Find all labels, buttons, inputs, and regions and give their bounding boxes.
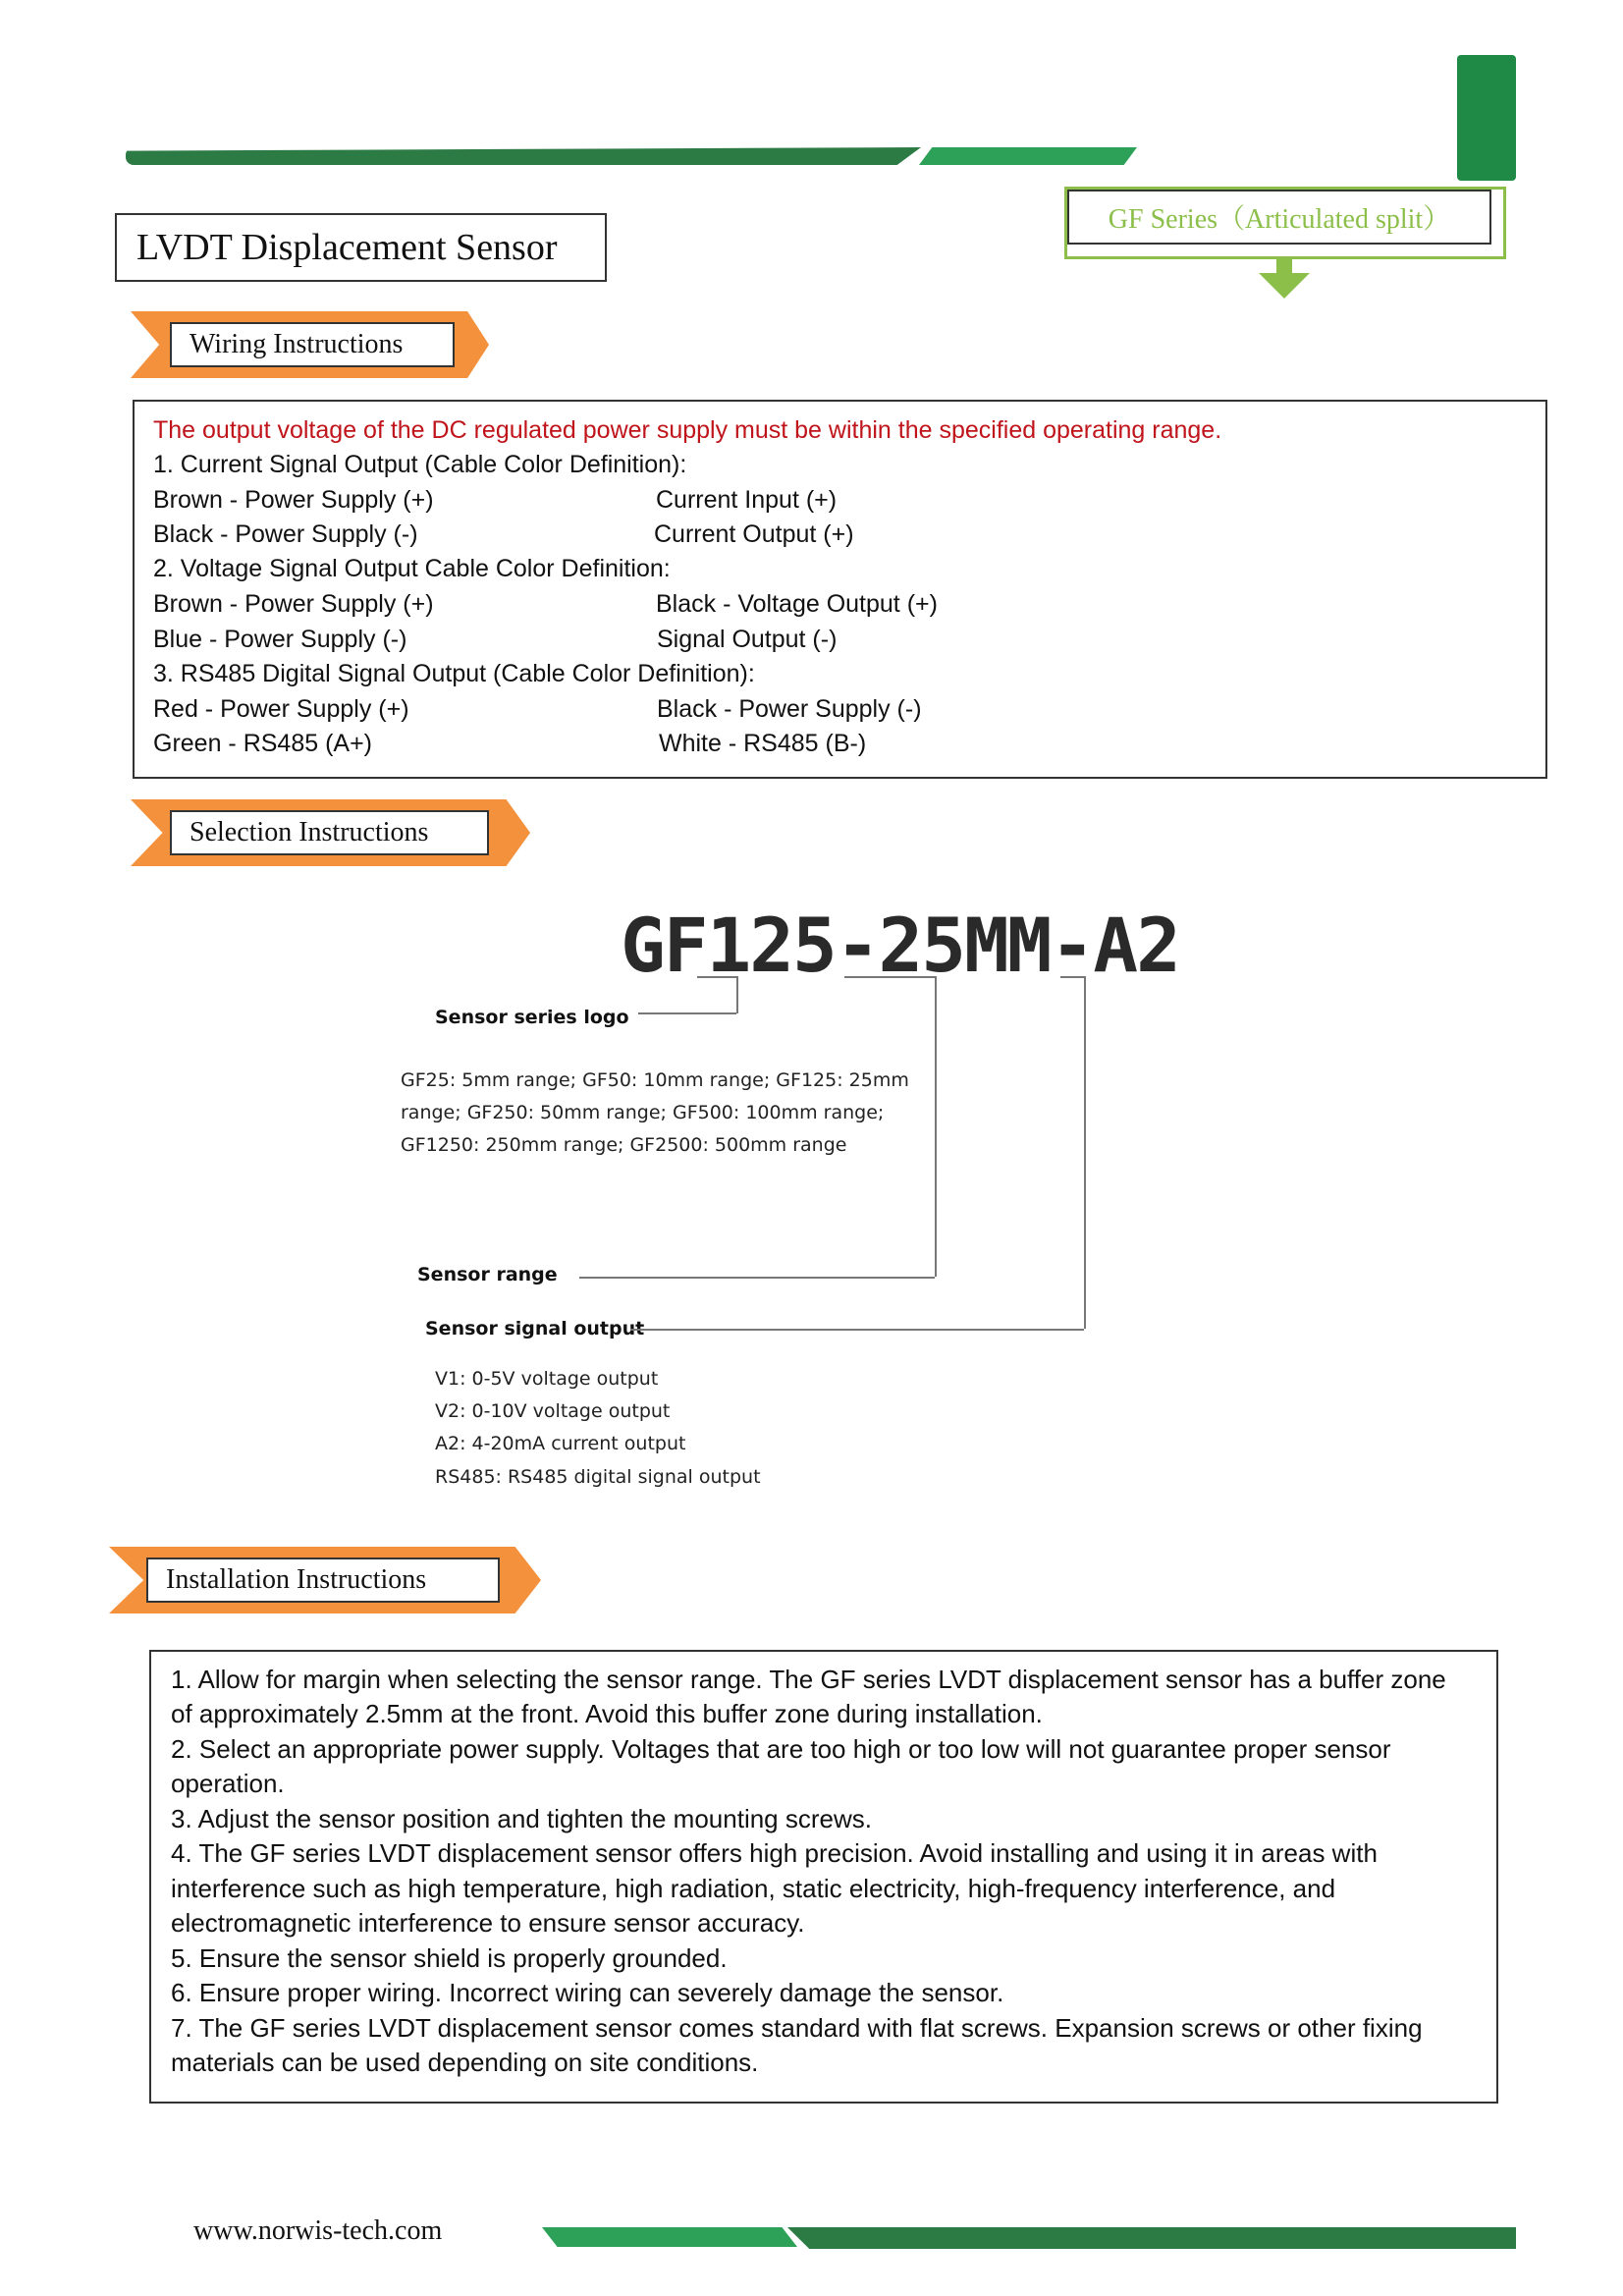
ranges-line-3: GF1250: 250mm range; GF2500: 500mm range [401, 1134, 847, 1156]
series-logo-connector-bar [697, 976, 736, 978]
footer-bar-light [542, 2227, 797, 2247]
current-row-2-left: Black - Power Supply (-) [153, 520, 418, 548]
install-line-4: operation. [171, 1769, 285, 1798]
rs485-row-1-left: Red - Power Supply (+) [153, 695, 409, 723]
voltage-row-2-right: Signal Output (-) [657, 626, 838, 653]
rs485-heading: 3. RS485 Digital Signal Output (Cable Color Definition): [153, 660, 755, 687]
section-label-installation: Installation Instructions [146, 1558, 500, 1603]
install-line-5: 3. Adjust the sensor position and tighten the mounting screws. [171, 1804, 872, 1833]
series-logo-label: Sensor series logo [435, 1007, 629, 1028]
wiring-box [133, 400, 1547, 779]
section-tag-selection [131, 799, 530, 866]
install-line-10: 6. Ensure proper wiring. Incorrect wiring can severely damage the sensor. [171, 1978, 1004, 2007]
signal-label: Sensor signal output [425, 1318, 645, 1339]
ranges-line-2: range; GF250: 50mm range; GF500: 100mm range; [401, 1102, 885, 1123]
install-line-8: electromagnetic interference to ensure sensor accuracy. [171, 1908, 805, 1938]
header-bar-dark [126, 147, 921, 165]
range-connector [579, 1277, 935, 1279]
signal-connector-bar [1060, 976, 1084, 978]
install-line-7: interference such as high temperature, high radiation, static electricity, high-frequency interference, and [171, 1874, 1336, 1903]
current-row-1-right: Current Input (+) [656, 486, 838, 514]
footer-bar-dark [787, 2227, 1516, 2249]
output-a2: A2: 4-20mA current output [435, 1433, 686, 1454]
series-logo-connector-up [736, 976, 738, 1013]
install-line-2: of approximately 2.5mm at the front. Avoid this buffer zone during installation. [171, 1699, 1043, 1728]
series-logo-connector [638, 1012, 736, 1014]
header-green-block [1457, 55, 1516, 181]
signal-connector-up [1084, 976, 1086, 1329]
current-row-1-left: Brown - Power Supply (+) [153, 486, 434, 514]
doc-title: LVDT Displacement Sensor [115, 213, 607, 282]
rs485-row-2-left: Green - RS485 (A+) [153, 730, 373, 757]
range-connector-up [935, 976, 937, 1277]
series-box [1064, 187, 1506, 259]
voltage-row-1-right: Black - Voltage Output (+) [656, 590, 938, 618]
model-code: GF125-25MM-A2 [621, 902, 1179, 989]
current-heading: 1. Current Signal Output (Cable Color Definition): [153, 451, 687, 478]
install-line-11: 7. The GF series LVDT displacement sensor comes standard with flat screws. Expansion screws or other fixing [171, 2013, 1423, 2043]
range-label: Sensor range [417, 1264, 558, 1285]
voltage-row-1-left: Brown - Power Supply (+) [153, 590, 434, 618]
signal-connector [630, 1329, 1084, 1331]
power-warning: The output voltage of the DC regulated power supply must be within the specified operating range. [153, 416, 1222, 444]
ranges-line-1: GF25: 5mm range; GF50: 10mm range; GF125: 25mm [401, 1069, 909, 1091]
header-bar-light [919, 147, 1137, 165]
install-line-1: 1. Allow for margin when selecting the sensor range. The GF series LVDT displacement sensor has a buffer zone [171, 1665, 1446, 1694]
down-arrow-icon [1259, 259, 1310, 299]
series-label: GF Series（Articulated split） [1067, 190, 1491, 245]
voltage-heading: 2. Voltage Signal Output Cable Color Definition: [153, 555, 671, 582]
install-line-9: 5. Ensure the sensor shield is properly grounded. [171, 1943, 728, 1973]
section-tag-wiring [131, 311, 489, 378]
section-label-wiring: Wiring Instructions [170, 322, 455, 367]
range-connector-bar [844, 976, 935, 978]
footer-website[interactable]: www.norwis-tech.com [193, 2215, 443, 2246]
output-v1: V1: 0-5V voltage output [435, 1368, 659, 1390]
voltage-row-2-left: Blue - Power Supply (-) [153, 626, 407, 653]
section-tag-installation [109, 1547, 541, 1613]
install-line-3: 2. Select an appropriate power supply. Voltages that are too high or too low will not guarantee proper sensor [171, 1734, 1391, 1764]
install-line-6: 4. The GF series LVDT displacement sensor offers high precision. Avoid installing and using it in areas with [171, 1838, 1378, 1868]
install-line-12: materials can be used depending on site conditions. [171, 2048, 759, 2077]
output-rs485: RS485: RS485 digital signal output [435, 1466, 761, 1488]
section-label-selection: Selection Instructions [170, 810, 489, 855]
rs485-row-2-right: White - RS485 (B-) [659, 730, 867, 757]
rs485-row-1-right: Black - Power Supply (-) [657, 695, 922, 723]
current-row-2-right: Current Output (+) [654, 520, 854, 548]
output-v2: V2: 0-10V voltage output [435, 1400, 671, 1422]
